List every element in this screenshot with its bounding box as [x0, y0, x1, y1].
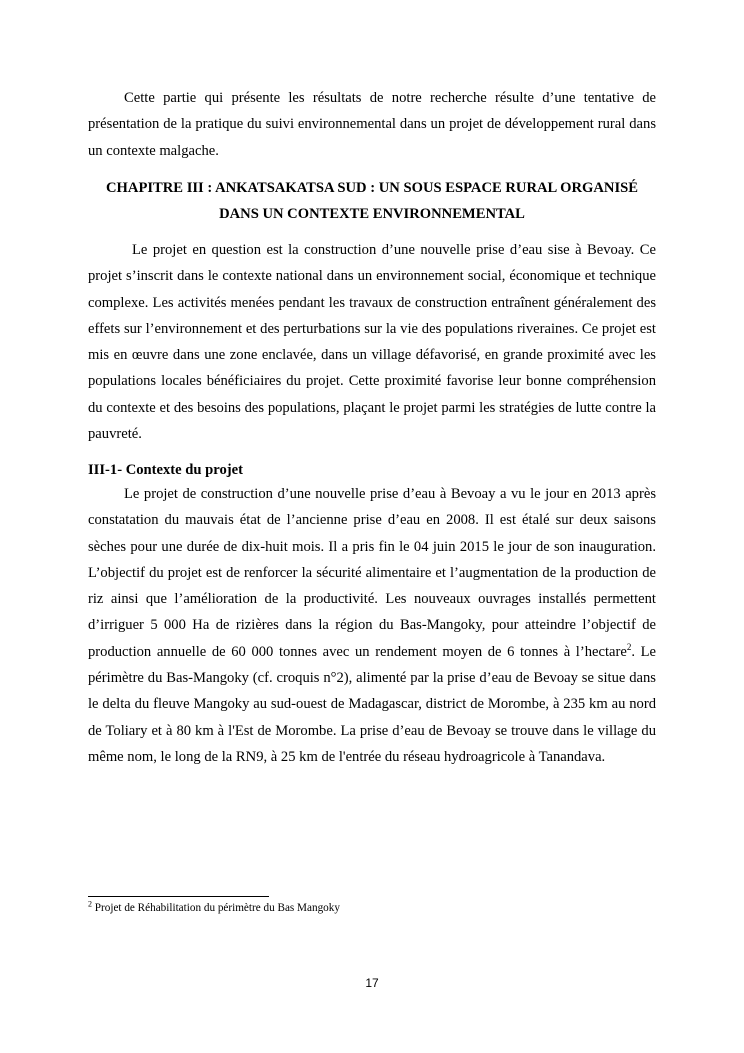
footnote-reference: 2: [626, 641, 632, 652]
footnote-separator: [88, 896, 269, 897]
chapter-title-line-2: DANS UN CONTEXTE ENVIRONNEMENTAL: [219, 206, 525, 222]
footnote: [88, 900, 340, 916]
footnote-text: Projet de Réhabilitation du périmètre du Bas Mangoky: [92, 902, 340, 914]
section-paragraph-text-2: . Le périmètre du Bas-Mangoky (cf. croquis n°2), alimenté par la prise d’eau de Bevoay se situe dans le delta du fleuve Mangoky au sud-ouest de Madagascar, district de Morombe, à 235 km au nord de Toliary et à 80 km à l'Est de Morombe. La prise d’eau de Bevoay se trouve dans le village du même nom, le long de la RN9, à 25 km de l'entrée du réseau hydroagricole à Tanandava.: [88, 643, 656, 765]
page-number: 17: [365, 976, 379, 990]
footnote-number: 2: [88, 899, 92, 909]
chapter-title: [88, 175, 656, 227]
intro-paragraph: Cette partie qui présente les résultats de notre recherche résulte d’une tentative de présentation de la pratique du suivi environnemental dans un projet de développement rural dans un contexte malgache.: [88, 90, 656, 159]
section-paragraph-text-1: Le projet de construction d’une nouvelle prise d’eau à Bevoay a vu le jour en 2013 après constatation du mauvais état de l’ancienne prise d’eau en 2008. Il est étalé sur deux saisons sèches pour une durée de dix-huit mois. Il a pris fin le 04 juin 2015 le jour de son inauguration. L’objectif du projet est de renforcer la sécurité alimentaire et l’augmentation de la production de riz ainsi que l’amélioration de la productivité. Les nouveaux ouvrages installés permettent d’irriguer 5 000 Ha de rizières dans la région du Bas-Mangoky, pour atteindre l’objectif de production annuelle de 60 000 tonnes avec un rendement moyen de 6 tonnes à l’hectare: [88, 486, 656, 660]
section-title: III-1- Contexte du projet: [88, 462, 243, 478]
chapter-title-line-1: CHAPITRE III : ANKATSAKATSA SUD : UN SOUS ESPACE RURAL ORGANISÉ: [106, 180, 638, 196]
section-paragraph: [88, 481, 656, 770]
chapter-paragraph: Le projet en question est la construction d’une nouvelle prise d’eau sise à Bevoay. Ce projet s’inscrit dans le contexte national dans un environnement social, économique et technique complexe. Les activités menées pendant les travaux de construction entraînent généralement des effets sur l’environnement et des perturbations sur la vie des populations riveraines. Ce projet est mis en œuvre dans une zone enclavée, dans un village défavorisé, en grande proximité avec les populations locales bénéficiaires du projet. Cette proximité favorise leur bonne compréhension du contexte et des besoins des populations, plaçant le projet parmi les stratégies de lutte contre la pauvreté.: [88, 242, 656, 443]
